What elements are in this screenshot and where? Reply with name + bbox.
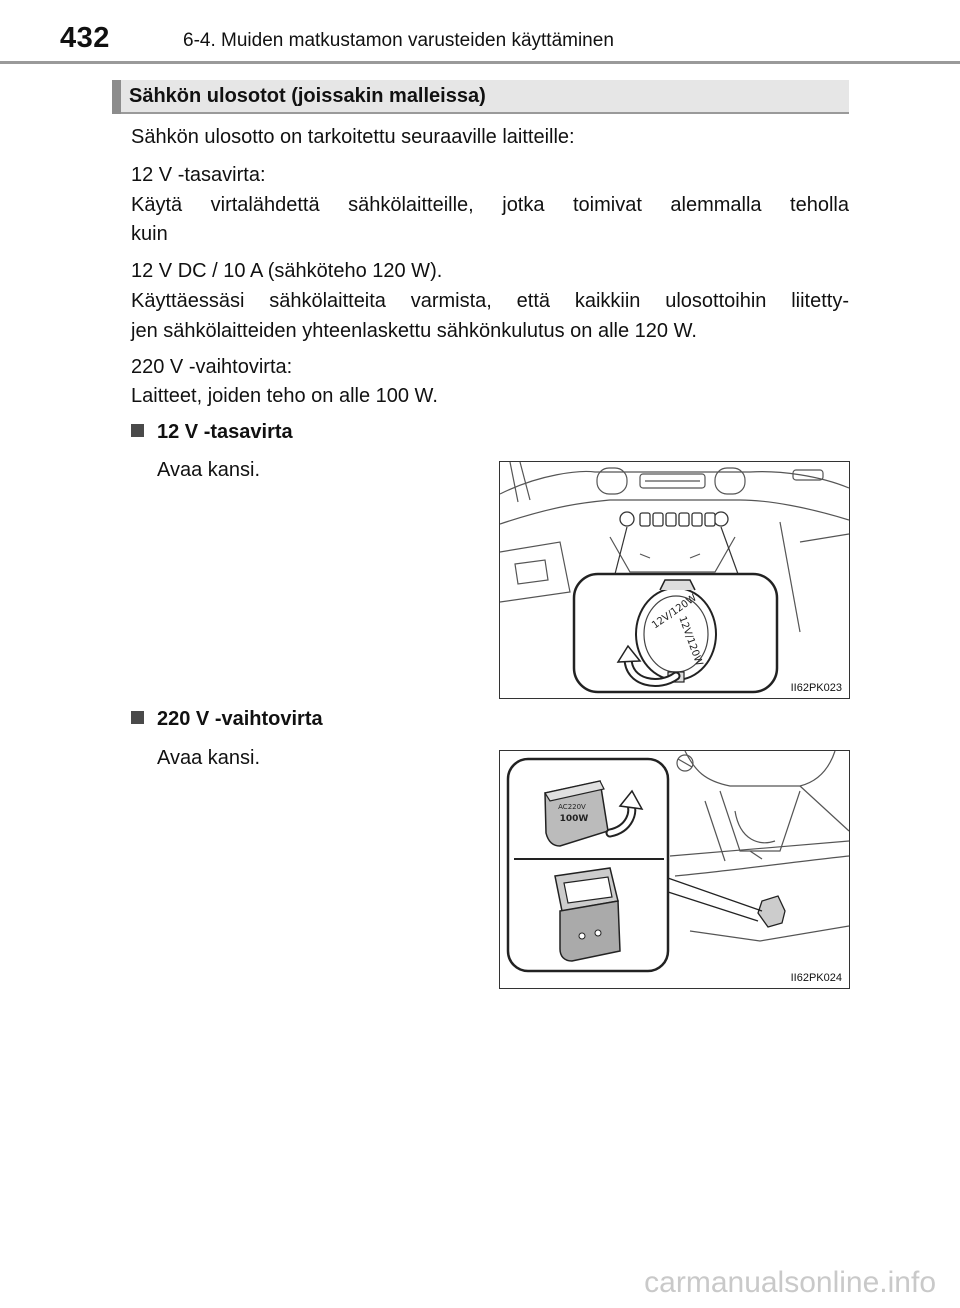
dc-label: 12 V -tasavirta:: [131, 164, 266, 186]
dashboard-12v-illustration: [500, 462, 849, 698]
dc-text-line-1: Käytä virtalähdettä sähkölaitteille, jotka toimivat alemmalla teholla: [131, 194, 849, 216]
ac-text: Laitteet, joiden teho on alle 100 W.: [131, 385, 438, 407]
dc-spec: 12 V DC / 10 A (sähköteho 120 W).: [131, 260, 443, 282]
subheading-12v-text: 12 V -tasavirta: [157, 421, 293, 443]
section-heading-bar: [112, 80, 849, 114]
figure-code-220v: II62PK024: [790, 972, 842, 984]
figure-code-12v: II62PK023: [790, 682, 842, 694]
dc-note-line-2: jen sähkölaitteiden yhteenlaskettu sähkönkulutus on alle 120 W.: [131, 320, 697, 342]
page-number: 432: [60, 22, 110, 54]
section-title: Sähkön ulosotot (joissakin malleissa): [129, 85, 486, 107]
console-220v-illustration: [500, 751, 849, 988]
intro-text: Sähkön ulosotto on tarkoitettu seuraaville laitteille:: [131, 126, 575, 148]
section-heading-accent: [112, 80, 121, 114]
figure-220v-outlet: [499, 750, 850, 989]
header-rule: [0, 61, 960, 64]
dc-text-line-2: kuin: [131, 223, 168, 245]
ac-label: 220 V -vaihtovirta:: [131, 356, 293, 378]
figure-12v-outlet: [499, 461, 850, 699]
cap-label: 12V/120W: [650, 592, 699, 632]
dc-note-line-1: Käyttäessäsi sähkölaitteita varmista, että kaikkiin ulosottoihin liitetty-: [131, 290, 849, 312]
cap-label-2: 12V/120W: [676, 614, 705, 668]
square-bullet-icon: [131, 711, 144, 724]
running-title: 6-4. Muiden matkustamon varusteiden käyttäminen: [183, 30, 614, 51]
subheading-12v: [131, 421, 293, 444]
watermark: carmanualsonline.info: [644, 1266, 936, 1299]
label-ac: AC220V: [558, 803, 586, 811]
square-bullet-icon: [131, 424, 144, 437]
label-watt: 100W: [559, 814, 589, 824]
subheading-220v: [131, 708, 323, 731]
instruction-220v: Avaa kansi.: [157, 747, 261, 769]
subheading-220v-text: 220 V -vaihtovirta: [157, 708, 323, 730]
instruction-12v: Avaa kansi.: [157, 459, 261, 481]
